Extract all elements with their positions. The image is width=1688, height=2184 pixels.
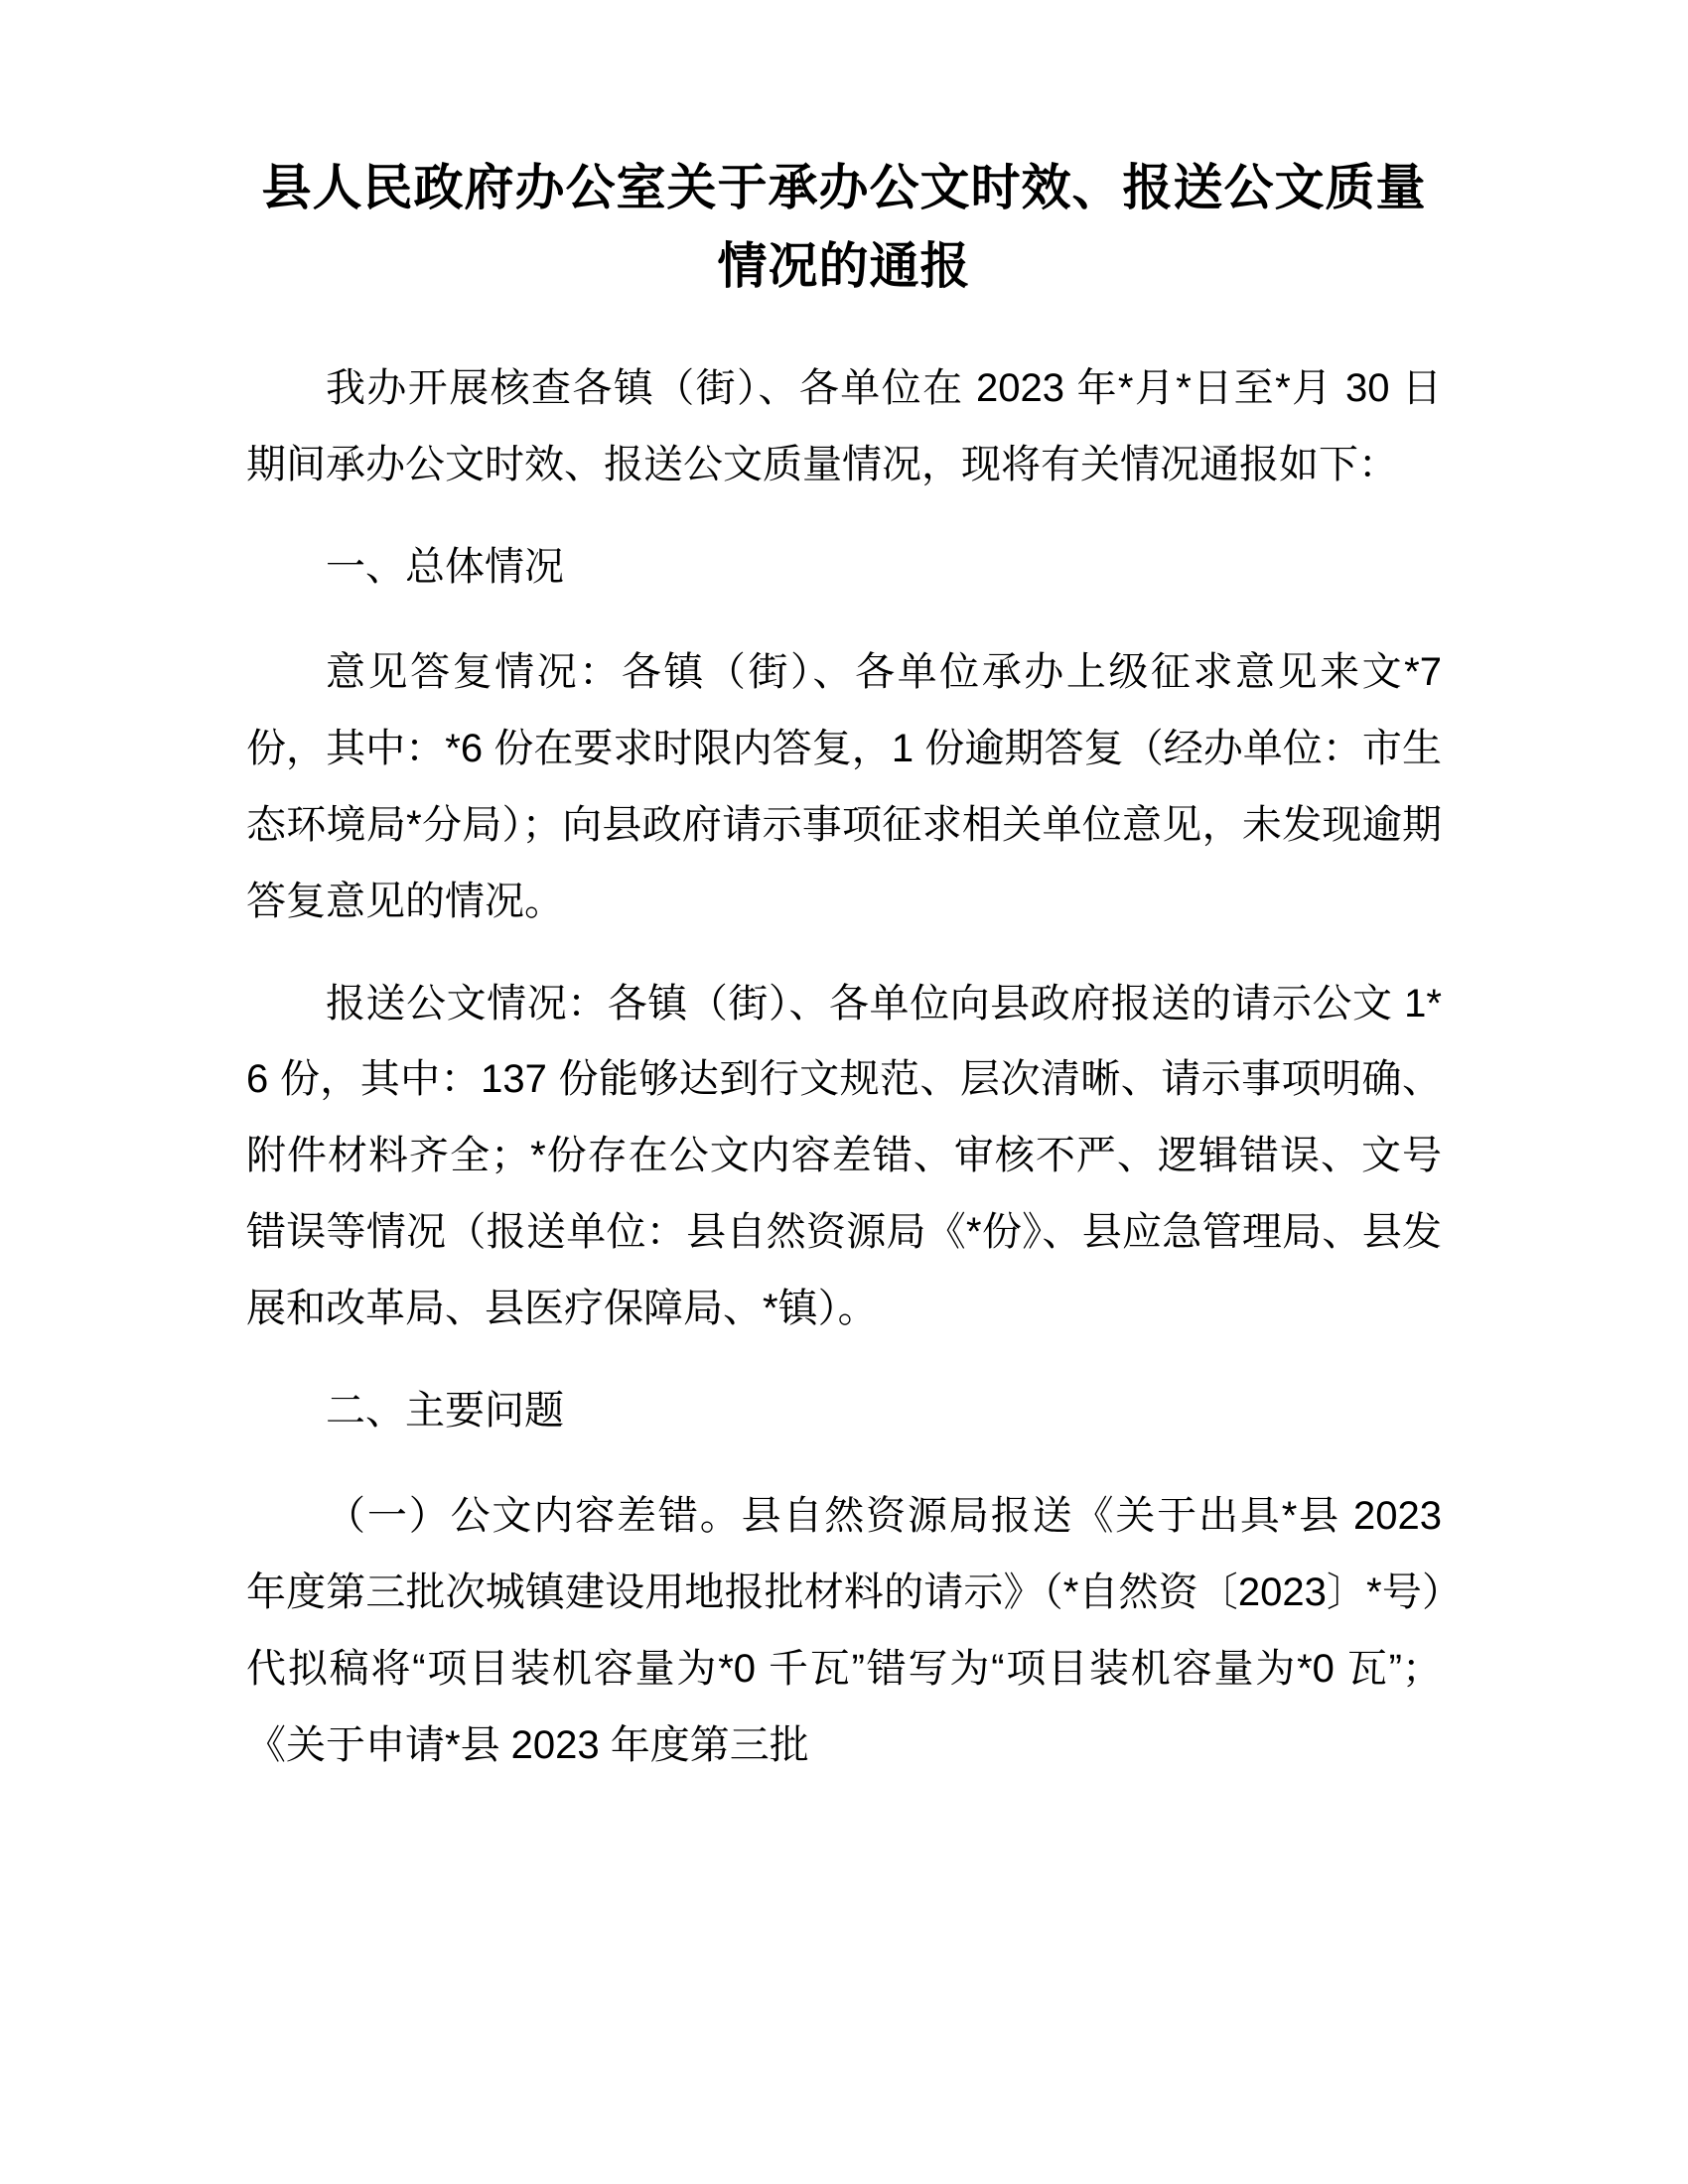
paragraph-opinion-replies: 意见答复情况：各镇（街）、各单位承办上级征求意见来文*7 份，其中：*6 份在要求时限内答复，1 份逾期答复（经办单位：市生态环境局*分局）；向县政府请示事项征求相关单位意见，未发现逾期答复意见的情况。: [246, 650, 1442, 923]
paragraph-intro: 我办开展核查各镇（街）、各单位在 2023 年*月*日至*月 30 日期间承办公文时效、报送公文质量情况，现将有关情况通报如下：: [246, 366, 1442, 486]
paragraph-content-errors: （一）公文内容差错。县自然资源局报送《关于出具*县 2023 年度第三批次城镇建设用地报批材料的请示》（*自然资〔2023〕*号）代拟稿将“项目装机容量为*0 千瓦”错写为“项目装机容量为*0 瓦”；《关于申请*县 2023 年度第三批: [246, 1494, 1442, 1767]
section-heading-overall-situation: 一、总体情况: [326, 544, 564, 589]
paragraph-document-submission: 报送公文情况：各镇（街）、各单位向县政府报送的请示公文 1*6 份，其中：137 份能够达到行文规范、层次清晰、请示事项明确、附件材料齐全；*份存在公文内容差错、审核不严、逻辑错误、文号错误等情况（报送单位：县自然资源局《*份》、县应急管理局、县发展和改革局、县医疗保障局、*镇）。: [246, 981, 1442, 1330]
section-heading-main-problems: 二、主要问题: [326, 1388, 564, 1433]
document-title: 县人民政府办公室关于承办公文时效、报送公文质量情况的通报: [261, 160, 1427, 294]
